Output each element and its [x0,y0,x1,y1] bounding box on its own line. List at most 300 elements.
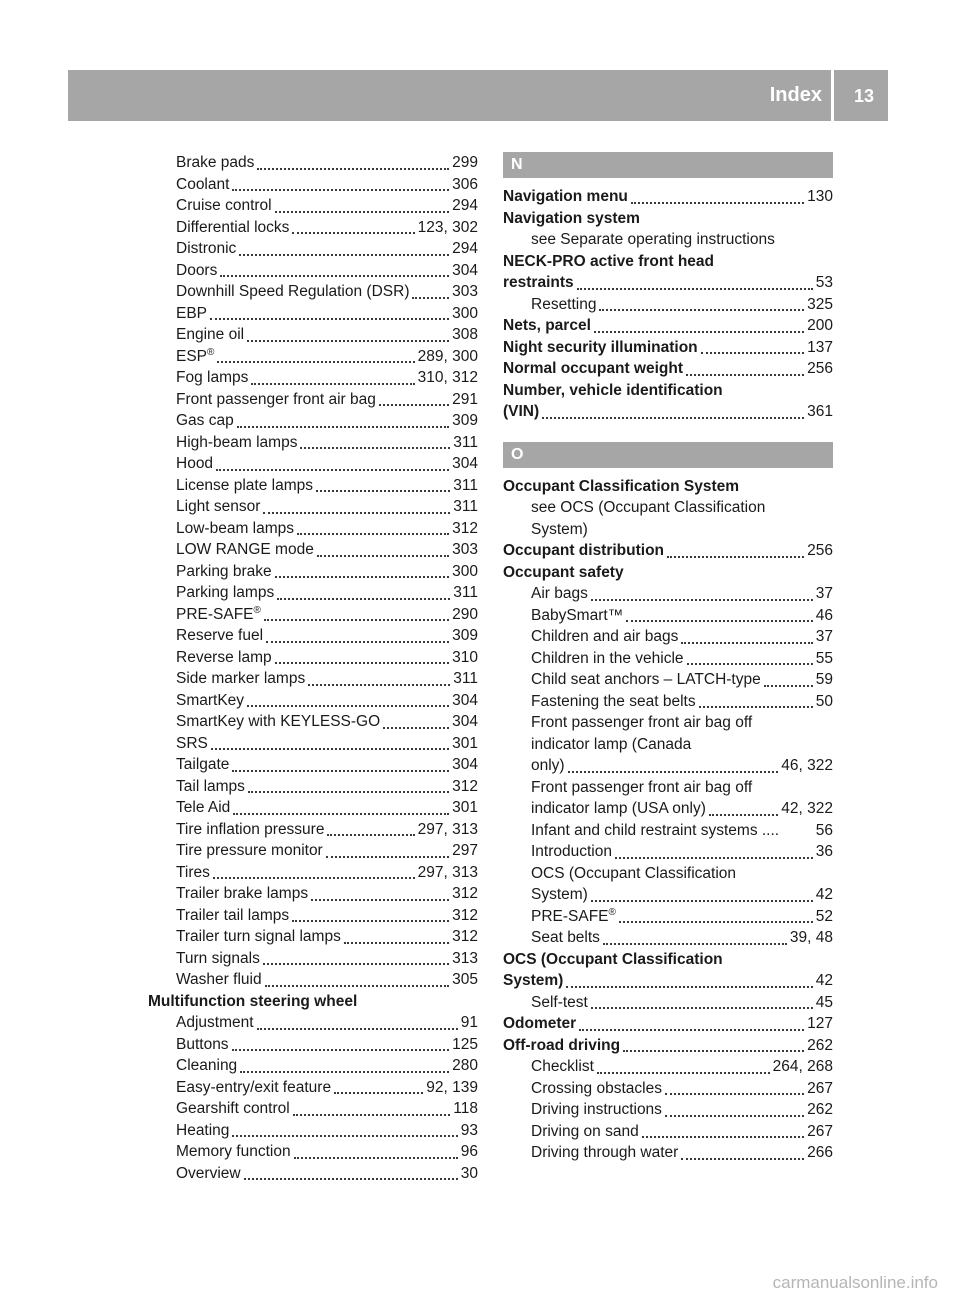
index-entry-pages: 310 [452,648,478,666]
dot-leader [216,469,449,471]
index-entry-pages: 267 [807,1122,833,1140]
index-entry [148,883,478,905]
index-entry-text: System) [503,972,564,989]
index-entry-pages: 130 [807,188,833,205]
index-entry-pages: 46 [815,606,833,624]
index-entry-label [531,626,678,648]
index-entry-pages: 267 [807,1079,833,1097]
index-entry-text: Washer fluid [176,971,262,988]
index-entry-pages: 311 [453,433,478,451]
index-entry [503,798,833,820]
index-entry-pages: 118 [453,1100,478,1117]
index-entry-text: Brake pads [176,154,255,171]
index-entry-text: Seat belts [531,929,600,946]
dot-leader [334,1092,423,1094]
index-entry-pages: 53 [815,274,833,291]
index-subline: Front passenger front air bag off [531,714,753,731]
index-entry-label [531,841,612,863]
index-entry-text: Tailgate [176,756,230,773]
page-title: Index [769,84,822,106]
index-entry-pages: 309 [452,412,478,429]
index-entry-pages: 200 [807,317,833,334]
index-heading: Number, vehicle identification [503,381,723,399]
index-entry [503,691,833,713]
index-entry-label [503,272,574,294]
index-entry-label [531,992,588,1014]
index-entry-text: Differential locks [176,218,290,236]
index-entry-pages: 300 [452,562,478,580]
index-entry-text: Reverse lamp [176,648,272,666]
dot-leader [240,1071,449,1073]
index-subline: indicator lamp (Canada [531,735,692,753]
dot-leader [210,318,449,320]
index-entry [148,303,478,325]
dot-leader [300,447,450,449]
index-subline: Front passenger front air bag off [531,778,753,796]
index-entry-pages: 289, 300 [417,347,478,365]
index-entry [503,626,833,648]
index-entry-text: only) [531,757,565,774]
index-entry-text: Hood [176,455,214,472]
index-entry-text: Normal occupant weight [503,360,683,377]
index-entry-label [531,1121,639,1143]
index-entry-pages: 304 [452,713,478,730]
index-entry-label [176,475,313,497]
index-entry [503,884,833,906]
dot-leader [597,1072,770,1074]
index-entry-text: Trailer turn signal lamps [176,928,341,945]
index-entry-text: Off-road driving [503,1036,621,1054]
index-entry-pages: 305 [452,971,478,988]
index-entry-pages: 42 [815,886,833,903]
index-entry-text: Coolant [176,175,230,193]
index-entry [148,1034,478,1056]
index-entry [503,970,833,992]
index-entry-label [531,669,761,691]
index-entry-text: Adjustment [176,1014,254,1031]
dot-leader [699,706,813,708]
index-entry [503,294,833,316]
dot-leader [232,189,449,191]
index-heading: Occupant Classification System [503,477,740,495]
index-entry-label [503,186,628,208]
index-entry-text: Tires [176,863,210,881]
dot-leader [383,727,449,729]
index-entry-text: Low-beam lamps [176,519,295,537]
index-entry-text: Side marker lamps [176,670,306,687]
index-entry-text: SmartKey [176,691,245,709]
index-entry-text: Odometer [503,1015,577,1032]
index-entry-text: Tire inflation pressure [176,820,325,838]
index-entry-text: Distronic [176,240,237,257]
index-entry-text: PRE-SAFE [531,907,609,925]
index-entry-label [503,970,563,992]
index-entry-text: Doors [176,261,218,279]
index-heading: NECK-PRO active front head [503,252,715,270]
index-entry-text: Tail lamps [176,777,245,795]
index-heading: Multifunction steering wheel [148,992,358,1010]
index-entry-pages: 304 [452,261,478,279]
index-entry-label [176,862,210,884]
index-entry-text: Children and air bags [531,628,679,645]
registered-mark: ® [608,906,616,918]
dot-leader [577,288,813,290]
index-entry-label [176,604,261,626]
index-entry-pages: 256 [807,542,833,559]
index-entry-text: PRE-SAFE [176,605,254,623]
index-entry-label [176,797,230,819]
index-entry-label [176,1141,291,1163]
index-entry-label [531,1099,662,1121]
index-entry-text: Driving through water [531,1144,679,1161]
index-entry-label [176,668,305,690]
index-entry [503,1142,833,1164]
index-entry-text: System) [531,886,588,903]
index-entry [148,690,478,712]
dot-leader [263,963,449,965]
index-entry-text: Night security illumination [503,338,698,356]
index-entry-label [176,174,229,196]
index-entry [503,1099,833,1121]
dot-leader [247,340,449,342]
index-subline: see OCS (Occupant Classification [531,499,766,516]
index-entry-pages: 311 [453,584,478,601]
index-entry-pages: 308 [452,326,478,343]
index-entry-label [531,755,565,777]
index-entry-pages: 59 [815,671,833,688]
index-entry [503,186,833,208]
index-entry-pages: 309 [452,627,478,644]
index-entry-pages: 313 [452,949,478,967]
index-entry-text: Easy-entry/exit feature [176,1078,332,1096]
dot-leader [687,663,813,665]
index-entry [503,605,833,627]
index-entry-pages: 50 [815,692,833,710]
index-entry-pages: 310, 312 [417,369,478,386]
index-entry [148,1098,478,1120]
index-entry [503,1121,833,1143]
dot-leader [591,900,813,902]
index-entry [148,797,478,819]
index-entry [503,1035,833,1057]
dot-leader [292,232,414,234]
index-entry-label [176,539,314,561]
index-entry-label [176,969,262,991]
index-entry [148,561,478,583]
index-entry-text: ESP [176,347,208,365]
index-entry-text: Nets, parcel [503,317,591,334]
index-entry [148,174,478,196]
index-entry-text: Driving on sand [531,1122,639,1140]
index-entry [148,1012,478,1034]
index-entry-pages: 312 [452,906,478,924]
dot-leader [591,599,813,601]
dot-leader [239,254,449,256]
index-entry-pages: 280 [452,1057,478,1074]
index-entry-label [531,691,696,713]
index-entry-label [176,883,308,905]
index-entry [148,1055,478,1077]
dot-leader [619,921,813,923]
dot-leader [297,533,449,535]
index-entry [503,540,833,562]
index-entry-label [176,518,294,540]
index-entry-text: Self-test [531,993,588,1011]
index-entry-text: Introduction [531,843,612,860]
index-entry-pages: 55 [815,649,833,667]
index-entry-text: License plate lamps [176,476,313,494]
index-subline: see Separate operating instructions [531,231,775,248]
index-entry-pages: 127 [807,1015,833,1032]
dot-leader [764,685,813,687]
dot-leader [311,899,449,901]
index-entry-pages: 304 [452,756,478,773]
index-entry-text: Crossing obstacles [531,1079,662,1097]
index-entry-pages: 39, 48 [789,929,833,946]
dot-leader [623,1050,804,1052]
index-entry-label [176,324,244,346]
index-entry-text: LOW RANGE mode [176,541,314,558]
dot-leader [294,1157,458,1159]
index-entry-label [176,754,229,776]
index-entry [148,711,478,733]
index-entry-label [176,217,289,239]
index-entry [148,1163,478,1185]
dot-leader [681,1158,804,1160]
index-entry-pages: 30 [460,1164,478,1182]
index-entry-pages: 52 [815,907,833,925]
index-entry [503,1056,833,1078]
index-entry [148,238,478,260]
dot-leader [266,641,449,643]
section-gap [503,423,833,442]
index-entry-pages: 290 [452,605,478,623]
index-entry-label [503,540,664,562]
index-entry-text: Children in the vehicle [531,649,684,667]
index-entry-label [531,884,588,906]
index-entry [148,281,478,303]
dot-leader [217,361,414,363]
index-entry [148,754,478,776]
index-entry-pages: 304 [452,455,478,472]
dot-leader [263,512,450,514]
index-entry-pages: 312 [452,885,478,902]
index-entry-text: EBP [176,304,208,322]
dot-leader [257,168,449,170]
index-entry-pages: 96 [460,1143,478,1160]
index-entry [503,927,833,949]
index-entry-pages: 301 [452,734,478,752]
index-entry-label [176,1012,254,1034]
index-entry-pages: 256 [807,360,833,377]
index-entry-text: (VIN) [503,403,540,420]
index-entry-text: Buttons [176,1035,229,1053]
dot-leader [667,556,804,558]
index-entry [148,410,478,432]
dot-leader [344,942,449,944]
index-entry-text: Engine oil [176,326,245,343]
index-entry-pages: 297 [452,842,478,859]
index-entry-pages: 312 [452,519,478,537]
index-entry-pages: 294 [452,197,478,214]
dot-leader [701,352,804,354]
index-entry [148,776,478,798]
index-entry-label [176,776,245,798]
index-entry [503,669,833,691]
index-entry-text: Trailer tail lamps [176,906,290,924]
watermark: carmanualsonline.info [772,1273,938,1292]
index-entry-label [176,152,254,174]
index-column-right [503,152,833,1164]
index-entry-label [176,582,274,604]
index-entry-pages: 361 [807,403,833,420]
index-entry [148,582,478,604]
index-entry-pages: 264, 268 [772,1058,833,1075]
index-entry [148,1077,478,1099]
dot-leader [237,426,449,428]
index-entry [148,668,478,690]
index-entry [148,367,478,389]
index-entry-pages: 56 [815,821,833,839]
index-entry [148,647,478,669]
index-entry [503,906,833,928]
index-entry-label [176,1055,237,1077]
index-entry-label [176,1077,331,1099]
dot-leader [211,748,449,750]
dot-leader [277,598,450,600]
dot-leader [248,791,449,793]
index-entry-text: SRS [176,734,208,752]
index-entry-text: High-beam lamps [176,433,298,451]
index-entry-text: Child seat anchors – LATCH-type [531,671,761,688]
index-entry-pages: 300 [452,304,478,322]
index-entry-label [531,1142,678,1164]
index-entry [148,969,478,991]
index-entry-label [176,926,341,948]
page-number: 13 [853,86,874,106]
index-entry-text: Front passenger front air bag [176,390,376,408]
index-entry-text: Checklist [531,1058,594,1075]
section-header: O [503,442,833,468]
index-entry-label [176,819,324,841]
index-entry-pages: 45 [815,993,833,1011]
index-entry-text: Gearshift control [176,1100,290,1117]
dot-leader [709,814,778,816]
index-entry-pages: 137 [807,338,833,356]
dot-leader [244,1178,458,1180]
index-entry-pages: 262 [807,1101,833,1118]
index-entry-label [176,1098,290,1120]
index-entry-pages: 311 [453,476,478,494]
index-entry-text: Turn signals [176,949,260,967]
index-entry [148,733,478,755]
index-entry-label [176,561,272,583]
index-entry [148,905,478,927]
index-subline: OCS (Occupant Classification [531,864,737,882]
index-entry-pages: 294 [452,240,478,257]
index-entry [148,346,478,368]
dot-leader [599,309,804,311]
dot-leader [316,490,450,492]
index-entry [148,862,478,884]
index-entry-label [531,1078,662,1100]
index-entry-label [176,1163,241,1185]
index-entry-label [176,238,236,260]
dot-leader [603,943,787,945]
index-entry [503,1013,833,1035]
dot-leader [579,1029,804,1031]
index-entry-label [531,1056,594,1078]
index-entry-label [531,820,779,842]
index-entry [148,324,478,346]
registered-mark: ® [207,346,215,358]
index-entry-label [176,260,217,282]
index-entry-pages: 93 [460,1121,478,1139]
dot-leader [665,1115,804,1117]
index-entry [148,948,478,970]
dot-leader [265,985,450,987]
index-column-left [148,152,478,1184]
index-entry [503,358,833,380]
dot-leader [665,1093,804,1095]
index-entry [148,195,478,217]
index-entry-pages: 311 [453,670,478,687]
index-entry-pages: 303 [452,541,478,558]
index-entry-pages: 312 [452,777,478,795]
index-entry-pages: 42 [815,972,833,989]
dot-leader [591,1007,813,1009]
index-entry-text: SmartKey with KEYLESS-GO [176,713,381,730]
index-entry-text: Downhill Speed Regulation (DSR) [176,283,410,300]
index-entry-label [176,1034,229,1056]
index-entry-label [176,281,409,303]
index-entry [503,841,833,863]
index-entry-pages: 311 [453,498,478,515]
index-entry-text: Cleaning [176,1057,238,1074]
dot-leader [233,813,449,815]
index-entry-text: Air bags [531,585,588,602]
index-entry [148,496,478,518]
dot-leader [412,297,449,299]
index-entry-pages: 37 [815,585,833,602]
index-entry-text: Trailer brake lamps [176,885,309,902]
index-entry-label [176,733,208,755]
dot-leader [220,275,449,277]
index-entry-label [503,1013,576,1035]
dot-leader [275,211,450,213]
index-entry-label [176,905,289,927]
index-entry-text: Overview [176,1164,241,1182]
index-entry [503,992,833,1014]
index-entry-label [503,315,591,337]
index-entry-text: Gas cap [176,412,234,429]
dot-leader [542,417,804,419]
index-entry-pages: 125 [452,1035,478,1053]
index-entry-text: indicator lamp (USA only) [531,800,706,817]
index-heading: Occupant safety [503,563,624,581]
index-entry-pages: 301 [452,799,478,816]
dot-leader [292,920,449,922]
index-entry-pages: 304 [452,691,478,709]
index-entry-label [531,906,616,928]
index-entry-label [176,948,260,970]
index-entry-pages: 92, 139 [426,1078,478,1096]
index-entry-label [531,294,596,316]
index-heading: OCS (Occupant Classification [503,950,723,968]
dot-leader [293,1114,451,1116]
index-entry-label [176,346,214,368]
index-entry [148,819,478,841]
